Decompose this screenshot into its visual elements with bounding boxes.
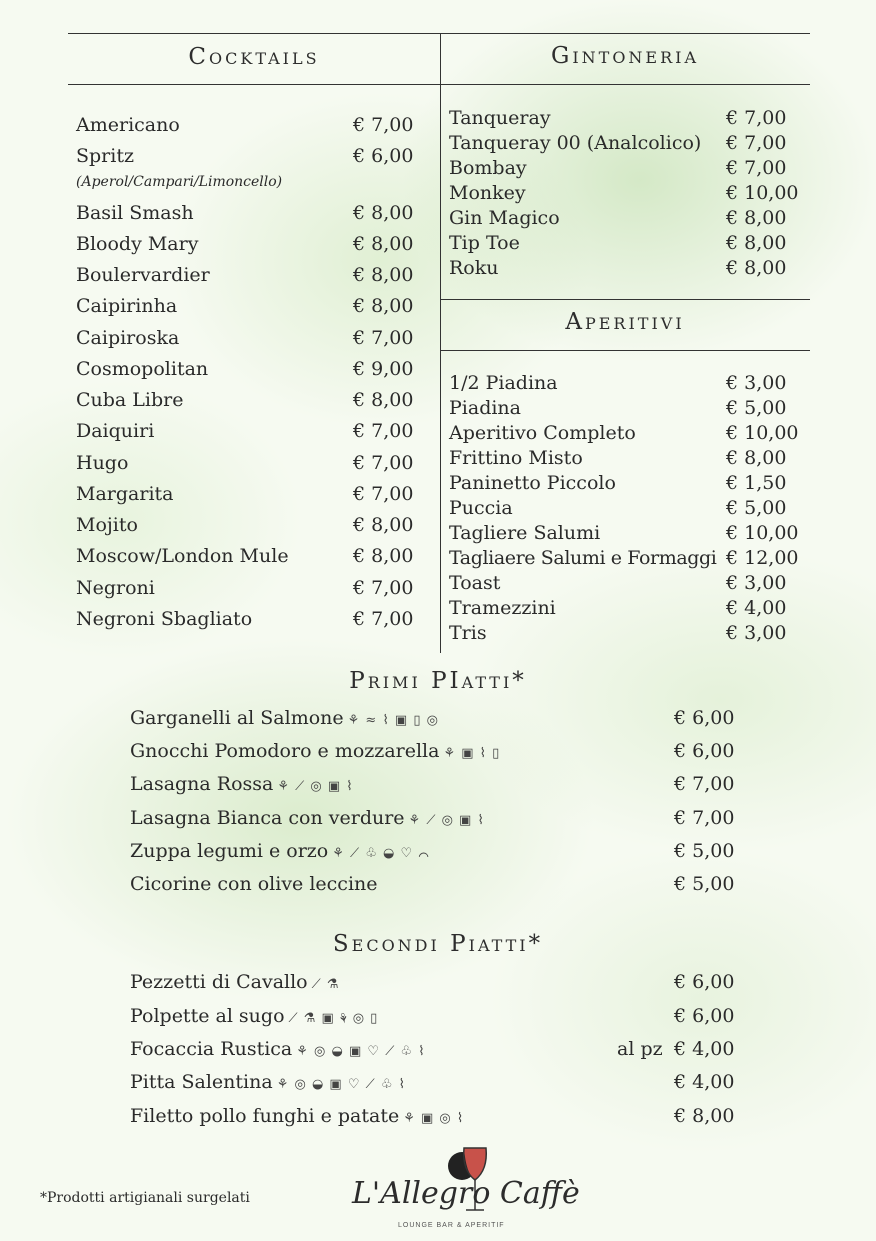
item-price: € 7,00 [726,132,787,154]
allergen-icons: ⟋ ⚗ ▣ ⚘ ◎ ▯ [288,1011,379,1026]
item-name: Mojito [76,514,138,536]
item-name: Cicorine con olive leccine [130,873,378,895]
item-price: € 7,00 [674,807,735,829]
allergen-icons: ⚘ ◎ ◒ ▣ ♡ ⟋ ♧ ⌇ [296,1044,426,1059]
item-name: Bloody Mary [76,233,199,255]
price-prefix: al pz [617,1038,663,1060]
gintoneria-header-rule [440,84,810,85]
primi-heading: Primi PIatti* [349,668,527,694]
item-name: Gin Magico [449,207,560,229]
item-price: € 4,00 [726,597,787,619]
item-name: Caipiroska [76,327,180,349]
item-name: Puccia [449,497,513,519]
item-price: € 3,00 [726,372,787,394]
item-name: Gnocchi Pomodoro e mozzarella [130,740,440,762]
item-price: € 8,00 [353,233,414,255]
item-name: Boulervardier [76,264,210,286]
item-price: € 7,00 [353,420,414,442]
aperitivi-heading: Aperitivi [565,309,685,335]
item-price: € 7,00 [726,157,787,179]
item-price: € 8,00 [353,545,414,567]
item-price: € 8,00 [353,264,414,286]
item-price: € 9,00 [353,358,414,380]
item-name: Spritz [76,145,134,167]
item-price: € 7,00 [674,773,735,795]
item-price: € 6,00 [674,707,735,729]
allergen-icons: ⚘ ◎ ◒ ▣ ♡ ⟋ ♧ ⌇ [276,1077,406,1092]
logo-tagline: LOUNGE BAR & APERITIF [398,1222,505,1229]
cocktails-heading: Cocktails [188,44,320,70]
item-price: € 8,00 [726,232,787,254]
item-price: € 8,00 [674,1105,735,1127]
item-price: € 4,00 [674,1071,735,1093]
item-name: Tris [449,622,487,644]
item-name: 1/2 Piadina [449,372,558,394]
item-name: Roku [449,257,499,279]
item-name: Cuba Libre [76,389,184,411]
item-price: € 6,00 [353,145,414,167]
allergen-icons: ⚘ ⟋ ◎ ▣ ⌇ [277,779,354,794]
top-rule [68,33,810,34]
item-name: Cosmopolitan [76,358,209,380]
item-price: € 7,00 [353,483,414,505]
column-divider [440,33,441,653]
item-name: Polpette al sugo [130,1005,285,1027]
item-name: Negroni [76,577,155,599]
item-price: € 8,00 [353,202,414,224]
item-name: Bombay [449,157,527,179]
item-name: Tagliere Salumi [449,522,601,544]
item-name: Aperitivo Completo [449,422,636,444]
item-name: Lasagna Rossa [130,773,274,795]
item-price: € 5,00 [674,873,735,895]
item-name: Pezzetti di Cavallo [130,971,308,993]
item-price: € 8,00 [726,447,787,469]
item-name: Toast [449,572,501,594]
item-price: € 7,00 [353,114,414,136]
item-price: € 6,00 [674,740,735,762]
item-name: Piadina [449,397,521,419]
allergen-icons: ⚘ ▣ ◎ ⌇ [403,1111,465,1126]
item-name: Hugo [76,452,129,474]
item-name: Negroni Sbagliato [76,608,253,630]
allergen-icons: ⚘ ⟋ ♧ ◒ ♡ ⌒ [332,846,430,861]
item-name: Tanqueray 00 (Analcolico) [449,132,702,154]
gintoneria-heading: Gintoneria [550,43,700,69]
allergen-icons: ⟋ ⚗ [311,977,340,992]
item-name: Caipirinha [76,295,178,317]
item-price: € 3,00 [726,572,787,594]
allergen-icons: ⚘ ⟋ ◎ ▣ ⌇ [408,813,485,828]
item-price: € 7,00 [726,107,787,129]
item-name: Tagliaere Salumi e Formaggi [449,547,717,569]
item-price: € 10,00 [726,182,799,204]
item-price: € 7,00 [353,608,414,630]
item-price: € 8,00 [726,257,787,279]
item-name: Frittino Misto [449,447,583,469]
item-name: Daiquiri [76,420,155,442]
allergen-icons: ⚘ ▣ ⌇ ▯ [443,746,501,761]
allergen-icons: ⚘ ≈ ⌇ ▣ ▯ ◎ [347,713,439,728]
item-price: € 5,00 [674,840,735,862]
logo [340,1140,580,1235]
item-price: € 7,00 [353,452,414,474]
aperitivi-top-rule [440,299,810,300]
item-price: € 3,00 [726,622,787,644]
item-name: Focaccia Rustica [130,1038,293,1060]
item-price: € 8,00 [353,514,414,536]
item-name: Paninetto Piccolo [449,472,616,494]
item-price: € 5,00 [726,497,787,519]
item-price: € 10,00 [726,522,799,544]
item-name: Americano [76,114,180,136]
logo-wordmark: L'Allegro Caffè [352,1176,580,1211]
item-price: € 6,00 [674,971,735,993]
item-price: € 4,00 [674,1038,735,1060]
item-name: Filetto pollo funghi e patate [130,1105,400,1127]
item-price: € 8,00 [353,295,414,317]
aperitivi-header-rule [440,350,810,351]
cocktails-header-rule [68,84,440,85]
footnote: *Prodotti artigianali surgelati [40,1190,250,1206]
item-price: € 12,00 [726,547,799,569]
item-price: € 6,00 [674,1005,735,1027]
item-name: Basil Smash [76,202,194,224]
item-price: € 10,00 [726,422,799,444]
item-name: Tramezzini [449,597,556,619]
item-name: Tip Toe [449,232,520,254]
item-name: Monkey [449,182,526,204]
item-name: Moscow/London Mule [76,545,289,567]
secondi-heading: Secondi Piatti* [332,931,544,957]
item-price: € 7,00 [353,327,414,349]
item-name: Zuppa legumi e orzo [130,840,329,862]
item-name: Pitta Salentina [130,1071,273,1093]
item-price: € 5,00 [726,397,787,419]
item-name: Garganelli al Salmone [130,707,344,729]
item-price: € 8,00 [726,207,787,229]
item-price: € 1,50 [726,472,787,494]
item-name: Tanqueray [449,107,551,129]
item-name: Lasagna Bianca con verdure [130,807,405,829]
item-subtitle: (Aperol/Campari/Limoncello) [76,174,283,190]
item-price: € 8,00 [353,389,414,411]
item-price: € 7,00 [353,577,414,599]
item-name: Margarita [76,483,174,505]
